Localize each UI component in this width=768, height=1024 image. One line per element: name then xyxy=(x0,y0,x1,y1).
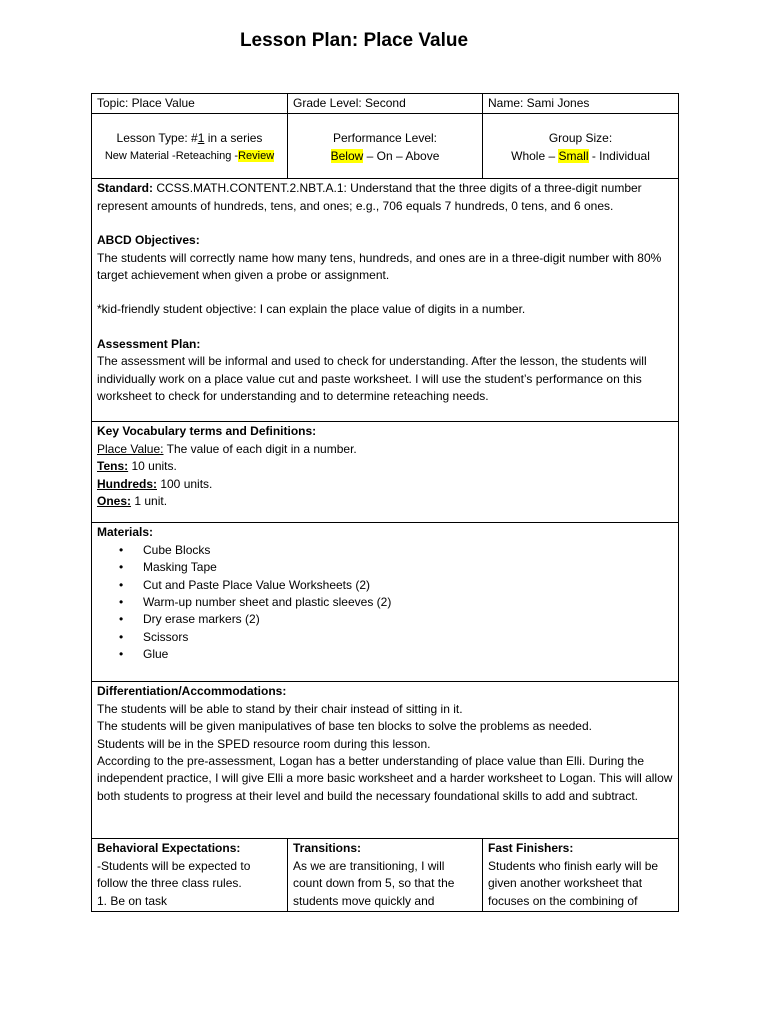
lesson-type-suffix: in a series xyxy=(204,131,263,146)
performance-label: Performance Level: xyxy=(332,131,438,146)
differentiation-line: The students will be given manipulatives of base ten blocks to solve the problems as needed. xyxy=(97,719,592,734)
material-item: • Glue xyxy=(143,646,673,663)
objectives-label: ABCD Objectives: xyxy=(97,233,200,248)
material-item: • Scissors xyxy=(143,629,673,646)
topic-cell: Topic: Place Value xyxy=(92,94,288,114)
performance-cell xyxy=(288,114,483,179)
transitions-cell xyxy=(288,839,483,912)
lesson-type-cell xyxy=(92,114,288,179)
vocab-term: Hundreds: xyxy=(97,476,157,491)
behavioral-rule: 1. Be on task xyxy=(97,893,168,908)
vocab-entry xyxy=(97,493,673,510)
vocab-term: Place Value: xyxy=(97,441,164,456)
material-item: • Dry erase markers (2) xyxy=(143,611,673,628)
performance-options xyxy=(293,148,477,165)
vocab-entry xyxy=(97,458,673,475)
vocab-definition: 100 units. xyxy=(157,476,213,491)
standard-row xyxy=(92,179,679,422)
vocabulary-label: Key Vocabulary terms and Definitions: xyxy=(97,424,317,439)
performance-rest: – On – Above xyxy=(363,148,440,163)
differentiation-line: According to the pre-assessment, Logan has a better understanding of place value than Elli. During the independent practice, I will give Elli a more basic worksheet and a harder worksheet to Logan. This will allow both students to progress at their level and build the necessary foundational skills to add and subtract. xyxy=(97,754,673,803)
vocab-definition: 10 units. xyxy=(128,459,177,474)
differentiation-label: Differentiation/Accommodations: xyxy=(97,684,287,699)
lesson-type-line xyxy=(97,130,282,147)
kid-friendly-objective: *kid-friendly student objective: I can explain the place value of digits in a number. xyxy=(97,302,526,317)
differentiation-line: Students will be in the SPED resource room during this lesson. xyxy=(97,736,431,751)
material-item: • Warm-up number sheet and plastic sleeves (2) xyxy=(143,594,673,611)
material-item: • Cut and Paste Place Value Worksheets (2) xyxy=(143,577,673,594)
vocab-term: Tens: xyxy=(97,459,129,474)
lesson-plan-table xyxy=(91,93,679,912)
lesson-type-options xyxy=(97,148,282,164)
transitions-label: Transitions: xyxy=(293,841,362,856)
material-item: • Cube Blocks xyxy=(143,542,673,559)
differentiation-row xyxy=(92,682,679,839)
vocab-definition: The value of each digit in a number. xyxy=(163,441,357,456)
standard-cell xyxy=(92,179,679,422)
fast-finishers-text: Students who finish early will be given another worksheet that focuses on the combining of xyxy=(488,858,659,908)
vocab-entry xyxy=(97,441,673,458)
objectives-text: The students will correctly name how many tens, hundreds, and ones are in a three-digit number with 80% target achievement when given a probe or assignment. xyxy=(97,250,662,283)
standard-text: CCSS.MATH.CONTENT.2.NBT.A.1: Understand that the three digits of a three-digit number represent amounts of hundreds, tens, and ones; e.g., 706 equals 7 hundreds, 0 tens, and 6 ones. xyxy=(97,181,642,213)
assessment-text: The assessment will be informal and used to check for understanding. After the lesson, the students will individually work on a place value cut and paste worksheet. I will use the student’s performance on this worksheet to check for understanding and to determine reteaching needs. xyxy=(97,354,647,404)
grade-cell: Grade Level: Second xyxy=(288,94,483,114)
materials-cell xyxy=(92,523,679,682)
lesson-number: 1 xyxy=(197,131,205,146)
materials-row xyxy=(92,523,679,682)
lesson-type-prefix: Lesson Type: # xyxy=(116,131,198,146)
standard-label: Standard: xyxy=(97,181,154,196)
vocab-term: Ones: xyxy=(97,494,132,509)
materials-list xyxy=(97,542,673,664)
assessment-label: Assessment Plan: xyxy=(97,336,201,351)
lesson-details-row xyxy=(92,114,679,179)
fast-finishers-cell xyxy=(483,839,679,912)
standard-paragraph xyxy=(97,180,673,215)
group-size-label: Group Size: xyxy=(548,131,613,146)
expectations-row xyxy=(92,839,679,912)
group-size-options xyxy=(488,148,673,165)
header-row xyxy=(92,94,679,114)
differentiation-cell xyxy=(92,682,679,839)
behavioral-text: -Students will be expected to follow the three class rules. xyxy=(97,858,251,891)
fast-finishers-label: Fast Finishers: xyxy=(488,841,574,856)
group-size-cell xyxy=(483,114,679,179)
group-selected: Small xyxy=(558,148,589,163)
group-after: - Individual xyxy=(588,148,650,163)
lesson-type-options-plain: New Material -Reteaching - xyxy=(104,149,239,162)
performance-selected: Below xyxy=(330,148,364,163)
material-item: • Masking Tape xyxy=(143,559,673,576)
behavioral-label: Behavioral Expectations: xyxy=(97,841,241,856)
vocabulary-row xyxy=(92,422,679,523)
vocabulary-cell xyxy=(92,422,679,523)
behavioral-cell xyxy=(92,839,288,912)
differentiation-line: The students will be able to stand by their chair instead of sitting in it. xyxy=(97,701,463,716)
vocab-entry xyxy=(97,476,673,493)
transitions-text: As we are transitioning, I will count down from 5, so that the students move quickly and xyxy=(293,858,455,908)
group-before: Whole – xyxy=(511,148,559,163)
document-title: Lesson Plan: Place Value xyxy=(239,30,469,51)
vocab-definition: 1 unit. xyxy=(131,494,168,509)
lesson-type-selected: Review xyxy=(238,149,275,162)
name-cell: Name: Sami Jones xyxy=(483,94,679,114)
materials-label: Materials: xyxy=(97,525,154,540)
